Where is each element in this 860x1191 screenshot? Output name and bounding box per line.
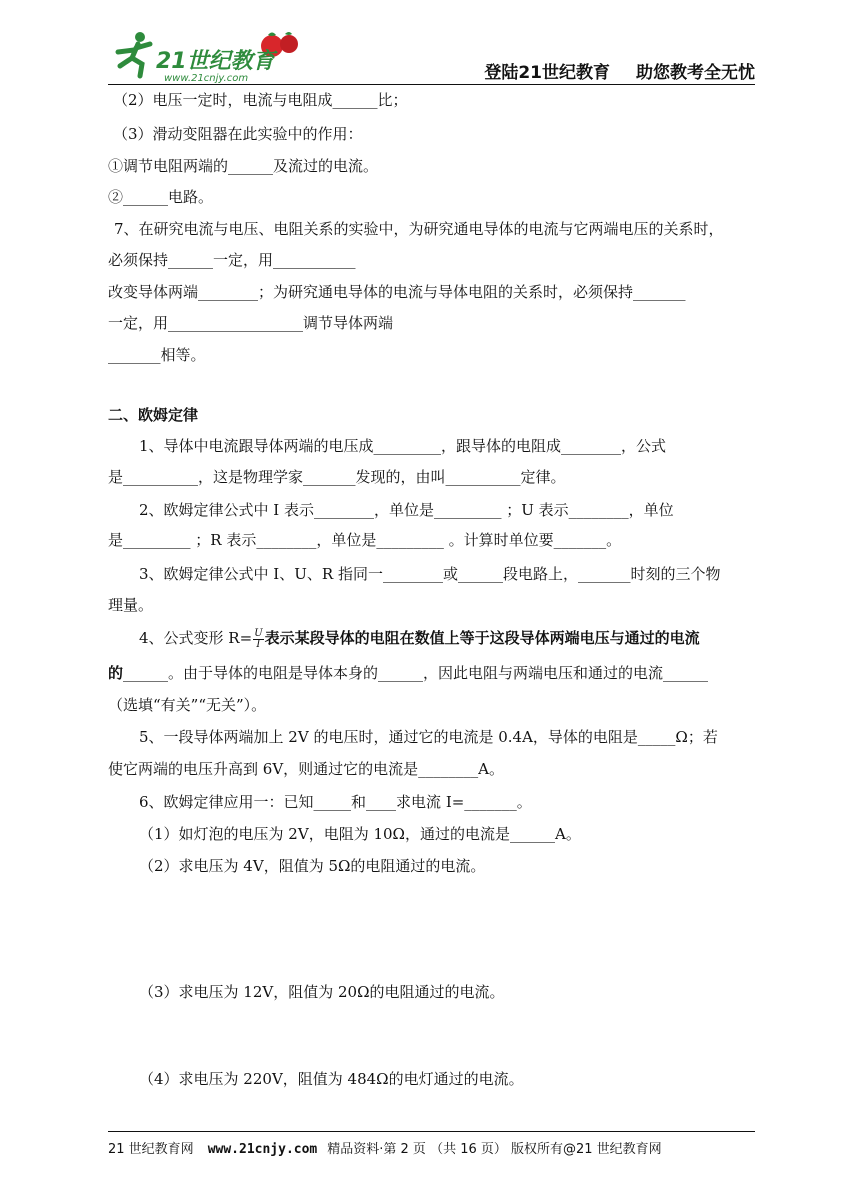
text-line: 2、欧姆定律公式中 I 表示________，单位是_________ ；U 表示________，单位 (139, 501, 674, 519)
text-line: （4）求电压为 220V，阻值为 484Ω的电灯通过的电流。 (139, 1070, 524, 1088)
logo-url: www.21cnjy.com (164, 73, 249, 84)
footer-right: 精品资料·第 2 页 （共 16 页） 版权所有@21 世纪教育网 (327, 1142, 662, 1157)
slogan-login: 登陆21世纪教育 (484, 63, 610, 83)
text-line: （2）求电压为 4V，阻值为 5Ω的电阻通过的电流。 (139, 857, 486, 875)
text-line (139, 792, 532, 812)
text-line: 是__________，这是物理学家_______发现的，由叫__________定律。 (108, 468, 566, 486)
text-line: （2）电压一定时，电流与电阻成______比； (113, 91, 408, 109)
header-rule (108, 84, 755, 85)
text-line: 7、在研究电流与电压、电阻关系的实验中，为研究通电导体的电流与它两端电压的关系时， (114, 220, 724, 238)
footer-left: 21 世纪教育网 (108, 1142, 194, 1157)
text-line: （3）求电压为 12V，阻值为 20Ω的电阻通过的电流。 (139, 983, 505, 1001)
text-line: 1、导体中电流跟导体两端的电压成_________，跟导体的电阻成________，公式 (139, 437, 667, 455)
logo-text: 21世纪教育 (156, 49, 275, 74)
text-line: 改变导体两端________；为研究通电导体的电流与导体电阻的关系时，必须保持_______ (108, 283, 686, 301)
formula-line (139, 628, 700, 650)
logo (112, 30, 312, 85)
text-line: 一定，用__________________调节导体两端 (108, 314, 394, 332)
text-line (108, 663, 708, 683)
text-line: 5、一段导体两端加上 2V 的电压时，通过它的电流是 0.4A，导体的电阻是_____Ω；若 (139, 728, 718, 746)
bold-word: 的 (108, 664, 124, 682)
text-line: ②______电路。 (108, 188, 214, 206)
runner-icon (118, 32, 150, 76)
text-line: 使它两端的电压升高到 6V，则通过它的电流是________A。 (108, 760, 504, 778)
text-line: （1）如灯泡的电压为 2V，电阻为 10Ω，通过的电流是______A。 (139, 825, 581, 843)
fraction-denominator: I (256, 638, 261, 650)
text-line: 是_________ ；R 表示________，单位是_________ 。计算时单位要_______。 (108, 531, 622, 549)
application-heading: 欧姆定律应用一：已知_____和____求电流 I=_______。 (163, 793, 532, 811)
text-line: 3、欧姆定律公式中 I、U、R 指同一________或______段电路上，_______时刻的三个物 (139, 565, 721, 583)
section-title: 二、欧姆定律 (108, 406, 199, 424)
footer-site: www.21cnjy.com (207, 1142, 318, 1157)
page-footer (108, 1138, 662, 1157)
header-slogan (484, 58, 755, 83)
fraction-numerator: U (254, 627, 263, 639)
text-line: （3）滑动变阻器在此实验中的作用： (113, 125, 363, 143)
formula-prefix: 4、公式变形 R= (139, 629, 253, 647)
text-line: _______相等。 (108, 346, 206, 364)
slogan-help: 助您教考全无忧 (636, 63, 755, 83)
text-line: ①调节电阻两端的______及流过的电流。 (108, 157, 379, 175)
page-header (0, 0, 860, 88)
formula-fraction (253, 629, 263, 650)
text-line: 理量。 (108, 596, 154, 614)
line-rest: ______。由于导体的电阻是导体本身的______，因此电阻与两端电压和通过的电流______ (123, 664, 709, 682)
text-line: 必须保持______一定，用___________ (108, 251, 356, 269)
text-line: （选填“有关”“无关”）。 (108, 696, 267, 714)
formula-description: 表示某段导体的电阻在数值上等于这段导体两端电压与通过的电流 (264, 629, 700, 647)
footer-rule (108, 1131, 755, 1132)
item-number: 6、 (139, 793, 164, 811)
